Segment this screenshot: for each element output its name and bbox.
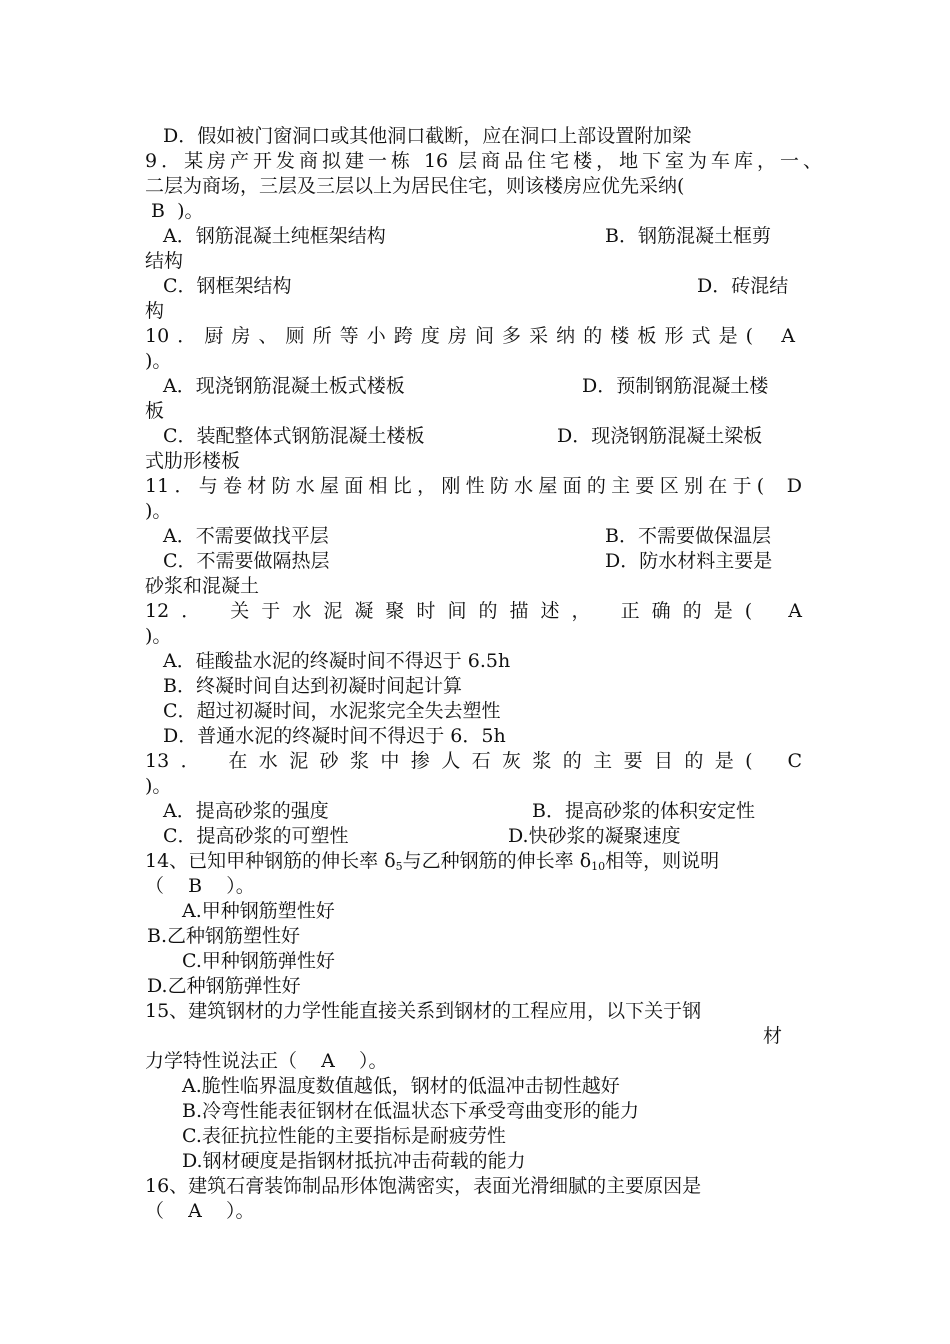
q11-stem: 11．与卷材防水屋面相比，刚性防水屋面的主要区别在于( D bbox=[145, 475, 802, 497]
q14-stem-part3: 相等，则说明 bbox=[605, 850, 720, 872]
q14-option-c: C.甲种钢筋弹性好 bbox=[182, 950, 335, 972]
q9-option-a: A．钢筋混凝土纯框架结构 bbox=[163, 225, 386, 247]
q10-option-d1: D．预制钢筋混凝土楼 bbox=[582, 375, 769, 397]
q14-option-a: A.甲种钢筋塑性好 bbox=[182, 900, 335, 922]
q15-stem-line1: 15、建筑钢材的力学性能直接关系到钢材的工程应用，以下关于钢 bbox=[145, 1000, 702, 1022]
q12-answer-tail: )。 bbox=[145, 625, 172, 647]
q11-answer-tail: )。 bbox=[145, 500, 172, 522]
q16-answer: （ A ）。 bbox=[145, 1200, 255, 1222]
q11-option-d-wrap: 砂浆和混凝土 bbox=[145, 575, 260, 597]
q14-option-b: B.乙种钢筋塑性好 bbox=[147, 925, 301, 947]
q13-stem: 13． 在水泥砂浆中掺人石灰浆的主要目的是( C bbox=[145, 750, 802, 772]
q11-option-c: C．不需要做隔热层 bbox=[163, 550, 330, 572]
q10-option-c: C．装配整体式钢筋混凝土楼板 bbox=[163, 425, 425, 447]
q12-option-a: A．硅酸盐水泥的终凝时间不得迟于 6.5h bbox=[163, 650, 511, 672]
q12-option-b: B．终凝时间自达到初凝时间起计算 bbox=[163, 675, 462, 697]
q15-option-c: C.表征抗拉性能的主要指标是耐疲劳性 bbox=[182, 1125, 506, 1147]
q11-option-d: D．防水材料主要是 bbox=[605, 550, 773, 572]
q9-stem-line1: 9．某房产开发商拟建一栋 16 层商品住宅楼，地下室为车库，一、 bbox=[145, 150, 822, 172]
q11-option-a: A．不需要做找平层 bbox=[163, 525, 329, 547]
q9-option-b-wrap: 结构 bbox=[145, 250, 184, 272]
q15-stem-line2: 力学特性说法正（ A ）。 bbox=[145, 1050, 388, 1072]
q9-stem-line2: 二层为商场，三层及三层以上为居民住宅，则该楼房应优先采纳( bbox=[145, 175, 685, 197]
q14-option-d: D.乙种钢筋弹性好 bbox=[147, 975, 301, 997]
q13-answer-tail: )。 bbox=[145, 775, 172, 797]
q13-option-c: C．提高砂浆的可塑性 bbox=[163, 825, 349, 847]
q14-subscript-10: 10 bbox=[591, 860, 606, 873]
q10-option-d2-wrap: 式肋形楼板 bbox=[145, 450, 241, 472]
q14-stem-part2: 与乙种钢筋的伸长率 δ bbox=[402, 850, 592, 872]
q15-option-b: B.冷弯性能表征钢材在低温状态下承受弯曲变形的能力 bbox=[182, 1100, 640, 1122]
q13-option-a: A．提高砂浆的强度 bbox=[163, 800, 329, 822]
q11-option-b: B．不需要做保温层 bbox=[605, 525, 771, 547]
q10-option-d2: D．现浇钢筋混凝土梁板 bbox=[557, 425, 763, 447]
q10-option-a: A．现浇钢筋混凝土板式楼板 bbox=[163, 375, 405, 397]
q13-option-d: D.快砂浆的凝聚速度 bbox=[508, 825, 681, 847]
q14-subscript-5: 5 bbox=[395, 860, 403, 873]
q12-stem: 12． 关于水泥凝聚时间的描述， 正确的是( A bbox=[145, 600, 802, 622]
q10-stem: 10．厨房、厕所等小跨度房间多采纳的楼板形式是( A bbox=[145, 325, 795, 347]
q9-answer: B )。 bbox=[145, 200, 204, 222]
q14-stem-part1: 14、已知甲种钢筋的伸长率 δ bbox=[145, 850, 396, 872]
q9-option-b: B．钢筋混凝土框剪 bbox=[605, 225, 771, 247]
q16-stem: 16、建筑石膏装饰制品形体饱满密实，表面光滑细腻的主要原因是 bbox=[145, 1175, 702, 1197]
q13-option-b: B．提高砂浆的体积安定性 bbox=[532, 800, 755, 822]
q9-option-d-wrap: 构 bbox=[145, 300, 165, 322]
q15-stem-wrap: 材 bbox=[763, 1025, 783, 1047]
q15-option-d: D.钢材硬度是指钢材抵抗冲击荷载的能力 bbox=[182, 1150, 526, 1172]
q10-answer-tail: )。 bbox=[145, 350, 172, 372]
q9-option-c: C．钢框架结构 bbox=[163, 275, 292, 297]
q8-option-d: D．假如被门窗洞口或其他洞口截断，应在洞口上部设置附加梁 bbox=[163, 125, 692, 147]
q15-option-a: A.脆性临界温度数值越低，钢材的低温冲击韧性越好 bbox=[182, 1075, 620, 1097]
q10-option-d1-wrap: 板 bbox=[145, 400, 165, 422]
q12-option-c: C．超过初凝时间，水泥浆完全失去塑性 bbox=[163, 700, 501, 722]
q14-answer: （ B ）。 bbox=[145, 875, 255, 897]
q9-option-d: D．砖混结 bbox=[697, 275, 789, 297]
q12-option-d: D．普通水泥的终凝时间不得迟于 6．5h bbox=[163, 725, 506, 747]
